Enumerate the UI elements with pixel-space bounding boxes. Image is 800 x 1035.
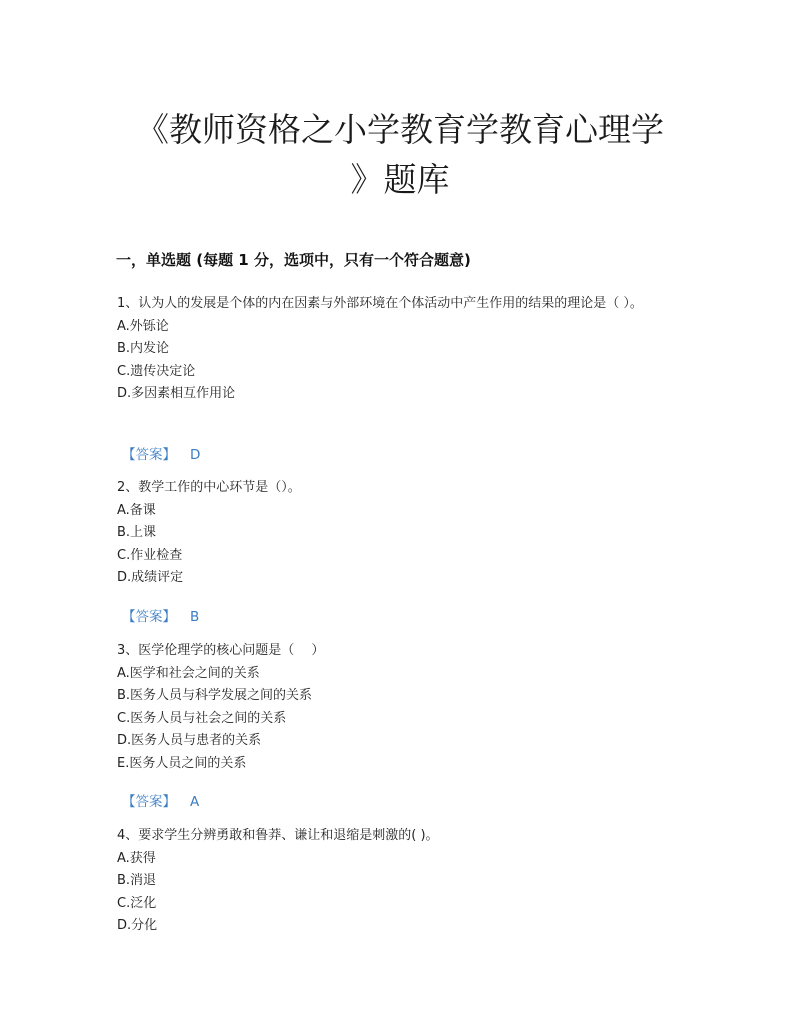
option-b: B.医务人员与科学发展之间的关系	[117, 688, 313, 704]
answer-value: B	[190, 609, 200, 625]
answer-label: 【答案】	[122, 609, 176, 625]
option-b: B.上课	[117, 525, 157, 541]
question-stem: 3、医学伦理学的核心问题是（ ）	[117, 643, 325, 658]
answer-label: 【答案】	[122, 794, 176, 810]
option-d: D.分化	[117, 918, 158, 934]
answer-value: A	[190, 794, 200, 810]
option-d: D.多因素相互作用论	[117, 386, 236, 402]
option-c: C.作业检查	[117, 547, 183, 563]
document-title-line-1: 《教师资格之小学教育学教育心理学	[136, 110, 664, 149]
question-stem: 2、教学工作的中心环节是（）。	[117, 480, 301, 495]
document-title-line-2: 》题库	[350, 160, 450, 199]
option-b: B.消退	[117, 873, 157, 889]
option-c: C.遗传决定论	[117, 363, 196, 379]
question-stem: 4、要求学生分辨勇敢和鲁莽、谦让和退缩是刺激的( )。	[117, 828, 439, 843]
answer-label: 【答案】	[122, 447, 176, 463]
option-a: A.备课	[117, 502, 156, 518]
option-a: A.外铄论	[117, 318, 169, 334]
question-4	[117, 825, 687, 938]
question-stem: 1、认为人的发展是个体的内在因素与外部环境在个体活动中产生作用的结果的理论是（ ）。	[117, 296, 643, 311]
option-c: C.泛化	[117, 895, 157, 911]
option-a: A.医学和社会之间的关系	[117, 665, 260, 681]
option-a: A.获得	[117, 850, 156, 866]
option-d: D.医务人员与患者的关系	[117, 733, 262, 749]
question-2	[117, 477, 687, 590]
option-e: E.医务人员之间的关系	[117, 755, 247, 771]
question-3	[117, 640, 687, 776]
option-c: C.医务人员与社会之间的关系	[117, 710, 287, 726]
option-d: D.成绩评定	[117, 570, 184, 586]
section-heading: 一，单选题 (每题 1 分，选项中，只有一个符合题意)	[116, 251, 471, 269]
answer-1	[122, 443, 200, 463]
option-b: B.内发论	[117, 341, 170, 357]
answer-3	[122, 790, 199, 810]
answer-value: D	[190, 447, 201, 463]
answer-2	[122, 605, 199, 625]
question-1	[117, 293, 687, 406]
